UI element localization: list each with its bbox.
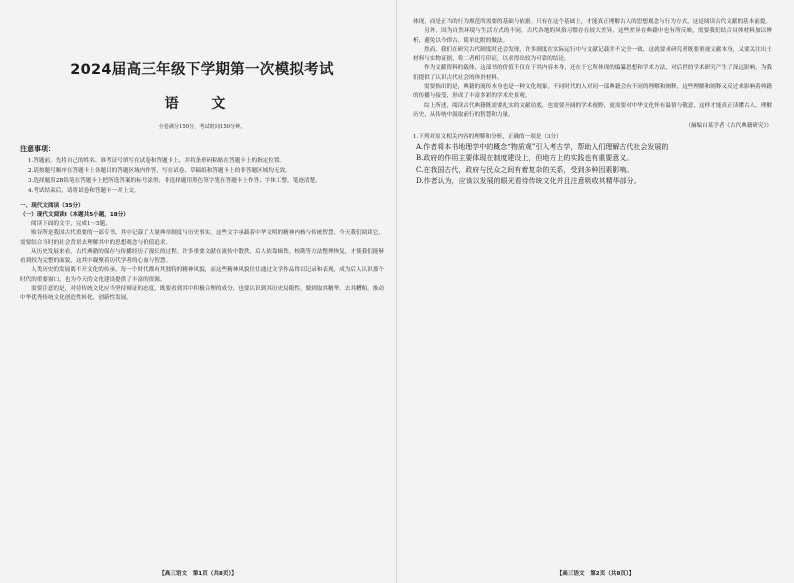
notice-item: 1.答题前，先将自己的姓名、准考证号填写在试卷和答题卡上，并将条形码粘贴在答题卡上的指定位置。 [28, 158, 286, 164]
passage-paragraph: 人类历史的发展离不开文化的传承。每一个时代都有其独特的精神风貌，而这些精神风貌往往通过文学作品得以记录和表现，成为后人认识那个时代的重要窗口，也为今天的文化建设提供了丰富的资源。 [20, 267, 384, 283]
reading-instruction: 阅读下面的文字，完成1～5题。 [31, 221, 111, 227]
passage-paragraph: 需要注意的是，对待传统文化应当坚持辩证的态度，既要看到其中积极合理的成分，也要认识到其历史局限性，做到取其精华、去其糟粕，推动中华优秀传统文化创造性转化、创新性发展。 [20, 286, 384, 302]
passage-paragraph: 需要指出的是，典籍的流传本身也是一种文化现象。不同时代的人对同一部典籍会有不同的理解和阐释，这些理解和阐释又反过来影响着典籍的传播与接受，形成了丰富多彩的学术史景观。 [413, 84, 772, 100]
passage-paragraph: 然而，我们在研究古代制度时还会发现，许多制度在实际运行中与文献记载并不完全一致，这就要求研究者既要重视文献本身，又要关注出土材料与实物证据，将二者相互印证，以求得出较为可靠的结论。 [413, 46, 772, 63]
notice-item: 4.考试结束后，请将试卷和答题卡一并上交。 [28, 188, 140, 194]
question-stem: 1.下列对原文相关内容的理解和分析，正确的一项是（3分） [413, 133, 562, 140]
page-two [397, 0, 794, 583]
exam-meta: 全卷满分150分，考试时间150分钟。 [158, 124, 246, 130]
answer-option-b: B.政府的作用主要体现在制度建设上，但地方上的实践也有重要意义。 [416, 154, 634, 163]
page-footer: 【高三语文 第2页（共8页）】 [556, 571, 635, 577]
notice-title: 注意事项： [20, 145, 55, 153]
passage-paragraph: 综上所述，阅读古代典籍既需要扎实的文献功底，也需要开阔的学术视野，更需要对中华文化怀有温情与敬意，这样才能真正读懂古人、理解历史，从传统中汲取前行的智慧和力量。 [413, 102, 772, 118]
notice-item: 2.请按题号顺序在答题卡上各题目的答题区域内作答，写在试卷、草稿纸和答题卡上的非答题区域均无效。 [28, 168, 291, 174]
passage-paragraph: 体现，而是正当的行为规范所需要的基础与依据。只有在这个基础上，才能真正理解古人的思想观念与行为方式，这是阅读古代文献的基本前提。 [413, 19, 772, 25]
subject-title: 语 文 [164, 96, 240, 112]
subsection-heading: （一）现代文阅读Ⅰ（本题共5小题，18分） [20, 212, 129, 218]
exam-title: 2024届高三年级下学期第一次模拟考试 [70, 62, 334, 78]
passage-paragraph: 另外，因为自然环境与生活方式的不同，古代各地的风俗习惯存在较大差异，这些差异在典籍中也有所反映，需要我们结合具体材料加以辨析，避免以今律古、简单比附的做法。 [413, 28, 772, 44]
answer-option-d: D.作者认为，应该以发展的眼光看待传统文化并且注意吸收其精华部分。 [416, 177, 641, 186]
notice-item: 3.选择题用2B铅笔在答题卡上把所选答案的标号涂黑；非选择题用黑色签字笔在答题卡上作答；字体工整，笔迹清楚。 [28, 178, 321, 184]
answer-option-c: C.在我国古代，政府与民众之间有着复杂的关系，受到多种因素影响。 [416, 165, 634, 174]
passage-paragraph: 贻谷所是我国古代重要的一部专书，其中记载了大量典章制度与历史事实，这些文字承载着中华文明的精神内核与传统智慧，今天我们阅读它，需要结合当时的社会背景去理解其中的思想观念与价值追求。 [20, 230, 384, 246]
page-footer: 【高三语文 第1页（共8页）】 [159, 571, 237, 577]
notice-list [26, 157, 384, 196]
passage-paragraph: 从历史发展来看，古代典籍的保存与传播经历了漫长的过程。许多重要文献在流传中散佚，后人依靠辑佚、校勘等方法整理恢复，才使我们能够看到较为完整的面貌，这其中凝聚着历代学者的心血与智慧。 [20, 248, 384, 265]
section-heading: 一、现代文阅读（35分） [20, 203, 84, 209]
answer-option-a: A.作者将本书地理学中的概念“物质观”引入考古学，帮助人们理解古代社会发展的 [416, 142, 669, 151]
passage-paragraph: 作为文献资料的载体，这部书的价值不仅在于其内容本身，还在于它所体现的编纂思想和学术方法，对后世的学术研究产生了深远影响，为我们提供了认识古代社会的珍贵材料。 [413, 65, 772, 81]
passage-source: （摘编自某学者《古代典籍研究》） [685, 123, 772, 130]
